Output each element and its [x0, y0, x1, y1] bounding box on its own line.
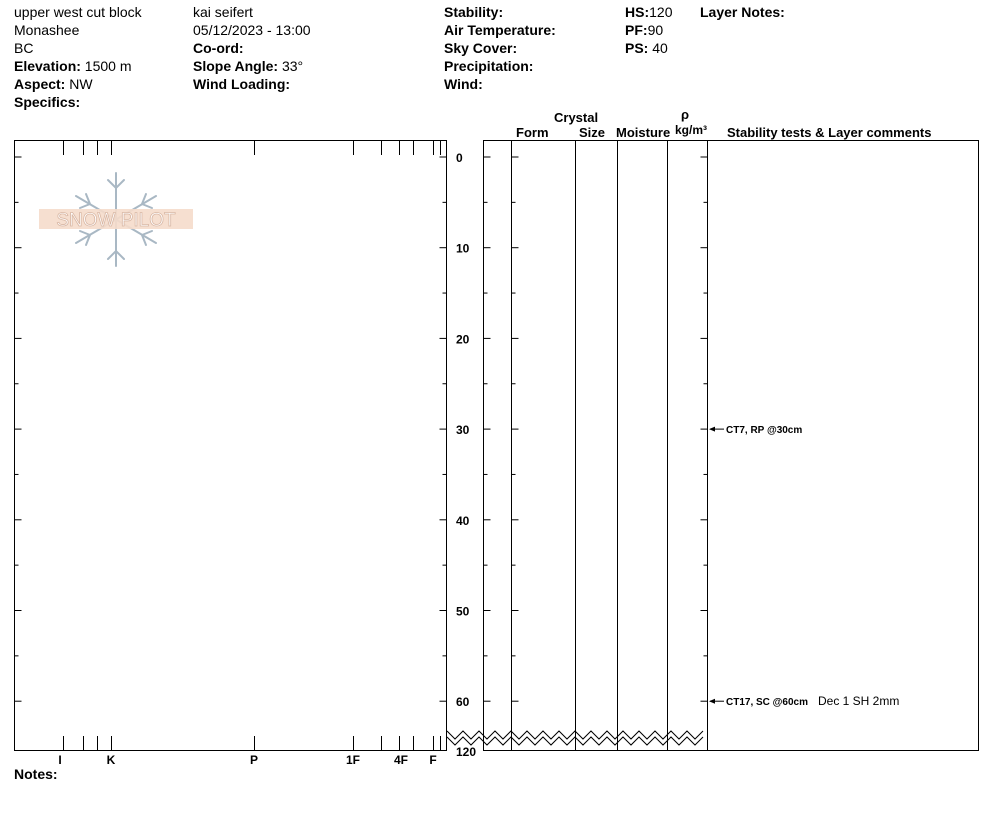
density-unit-header: kg/m³ [675, 123, 708, 137]
location-name: upper west cut block [14, 4, 142, 20]
slope-value: 33° [281, 58, 304, 74]
hs-value: 120 [649, 4, 673, 20]
layer-table-depth-ticks [484, 157, 708, 701]
stability-comments-header: Stability tests & Layer comments [727, 125, 932, 140]
pf-label: PF: [625, 22, 648, 38]
depth-label-40: 40 [456, 513, 470, 528]
depth-label-30: 30 [456, 423, 470, 438]
rho-header: ρ [681, 107, 690, 122]
wind-loading-label: Wind Loading: [193, 76, 291, 92]
layer-notes-label: Layer Notes: [700, 4, 785, 20]
logo-text: SNOW PILOT [56, 210, 176, 231]
air-temperature-label: Air Temperature: [444, 22, 556, 38]
coord-label: Co-ord: [193, 40, 244, 56]
stability-test-arrow-icon [709, 427, 715, 432]
layer-table-frame [484, 141, 979, 751]
depth-label-10: 10 [456, 241, 470, 256]
depth-label-120: 120 [456, 745, 477, 759]
depth-label-50: 50 [456, 604, 470, 619]
hardness-label-1f: 1F [345, 753, 361, 767]
pf-value: 90 [647, 22, 664, 38]
elevation-value: 1500 m [84, 58, 132, 74]
stability-test-label: CT17, SC @60cm [726, 697, 809, 709]
hardness-label-i: I [58, 753, 62, 767]
hs-label: HS: [625, 4, 650, 20]
stability-test-arrow-icon [709, 699, 715, 704]
depth-axis-labels [456, 151, 476, 759]
depth-label-60: 60 [456, 695, 470, 710]
hardness-plot-frame [15, 141, 447, 751]
aspect-label: Aspect: [14, 76, 66, 92]
ps-value: 40 [652, 40, 668, 56]
stability-label: Stability: [444, 4, 504, 20]
wind-label: Wind: [444, 76, 483, 92]
hardness-axis [15, 141, 447, 767]
moisture-header: Moisture [616, 125, 671, 140]
notes-label: Notes: [14, 766, 58, 782]
stability-annotations [709, 425, 899, 708]
hardness-label-k: K [106, 753, 116, 767]
region: BC [14, 40, 34, 56]
ps-label: PS: [625, 40, 649, 56]
elevation-label: Elevation: [14, 58, 81, 74]
mountain-range: Monashee [14, 22, 80, 38]
hardness-label-p: P [249, 753, 259, 767]
depth-label-0: 0 [456, 151, 463, 165]
layer-comment: Dec 1 SH 2mm [818, 694, 900, 709]
specifics-label: Specifics: [14, 94, 81, 110]
sky-cover-label: Sky Cover: [444, 40, 518, 56]
observer-name: kai seifert [193, 4, 253, 20]
aspect-value: NW [69, 76, 93, 92]
size-header: Size [579, 125, 606, 140]
hardness-label-f: F [429, 753, 437, 767]
observation-datetime: 05/12/2023 - 13:00 [193, 22, 311, 38]
depth-label-20: 20 [456, 332, 470, 347]
precipitation-label: Precipitation: [444, 58, 534, 74]
form-header: Form [516, 125, 549, 140]
stability-test-label: CT7, RP @30cm [726, 425, 803, 437]
layer-table-dividers [512, 140, 708, 751]
crystal-header: Crystal [554, 110, 599, 125]
slope-label: Slope Angle: [193, 58, 279, 74]
hardness-label-4f: 4F [393, 753, 409, 767]
